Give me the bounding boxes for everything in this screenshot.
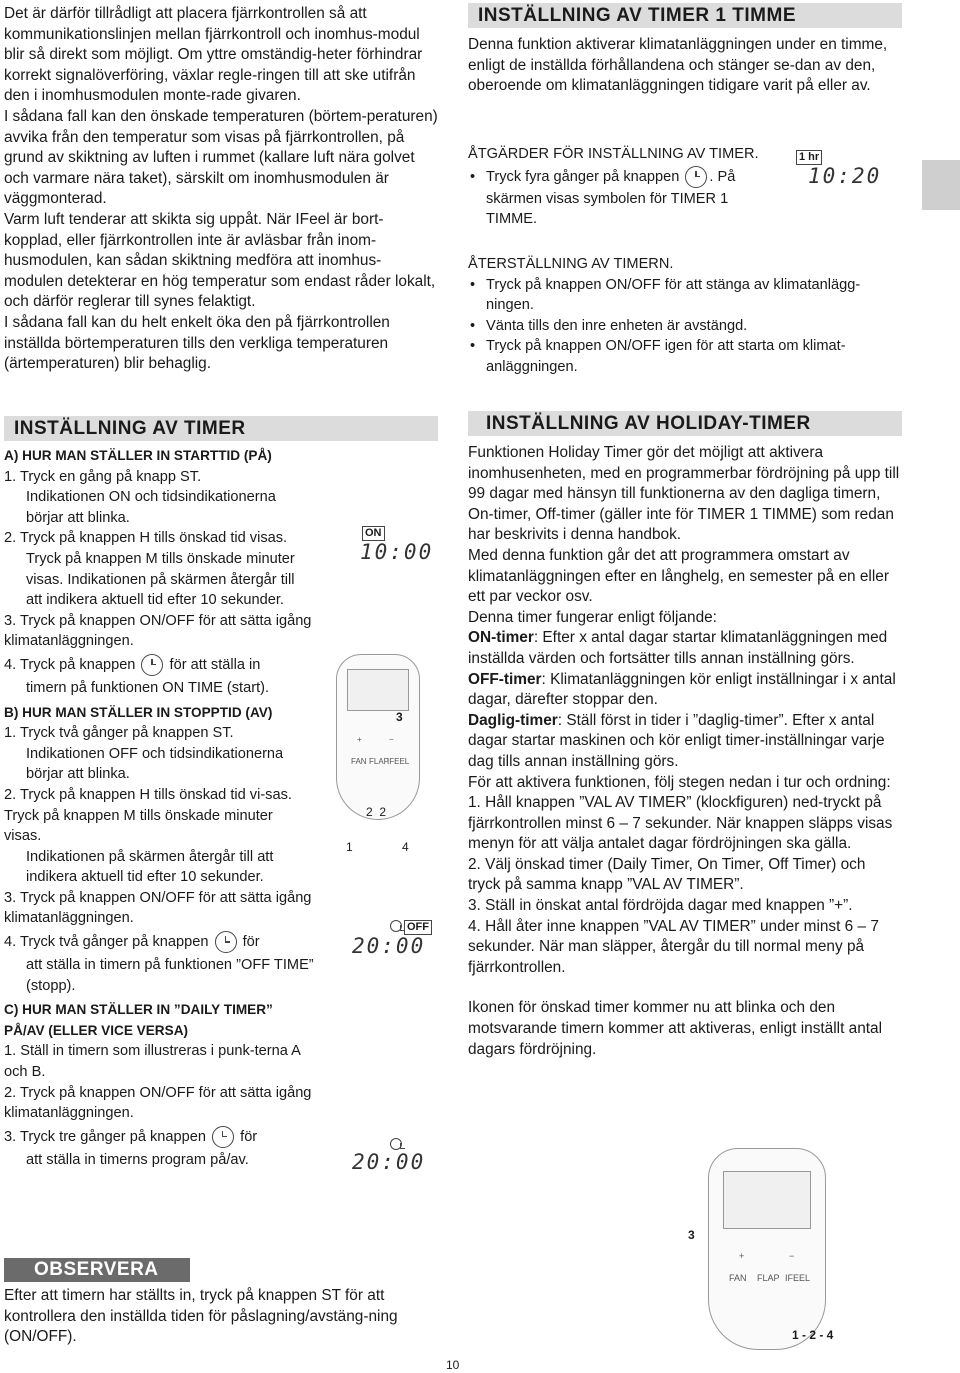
holiday-timer-heading: INSTÄLLNING AV HOLIDAY-TIMER [468,411,902,436]
step-b4-text-2: för [242,934,260,951]
page-number: 10 [446,1358,460,1372]
action-bullet-text: Tryck fyra gånger på knappen [486,168,680,185]
holiday-paragraph-1: Funktionen Holiday Timer gör det möjligt att aktivera inomhusenheten, med en programmerbar fördröjning på upp till 99 dagar med hänsyn till funktionerna av den dagliga timern, On-timer, Off-timer (gäller inte för TIMER 1 TIMME) som redan har beskrivits i denna handbok. [468,444,900,544]
action-bullet-detail: skärmen visas symbolen för TIMER 1 TIMME. [486,190,729,228]
section-a-heading: A) HUR MAN STÄLLER IN STARTTID (PÅ) [4,448,272,463]
flap-button-label: FLAP [369,757,390,766]
timer-clock-icon [215,931,237,953]
remote-screen [723,1171,811,1229]
action-bullet [468,165,768,189]
callout-2-2: 2 2 [366,805,387,819]
on-tag: ON [362,526,385,541]
reset-bullet-3: • Tryck på knappen ON/OFF igen för att starta om klimat-anläggningen. [468,336,908,377]
on-timer-display [348,522,434,566]
plus-button-label: + [357,735,362,744]
daily-timer-label: Daglig-timer [468,711,558,729]
timer-clock-icon [212,1126,234,1148]
holiday-step-4: 4. Håll åter inne knappen ”VAL AV TIMER” under minst 6 – 7 sekunder. När man släpper, återgår du till normal meny på fjärrkontrollen. [468,917,879,976]
step-c3 [4,1124,314,1150]
ifeel-button-label: IFEEL [387,757,410,766]
daily-time-digits: 20:00 [352,1150,426,1174]
on-timer-text: : Efter x antal dagar startar klimatanläggningen med inställda värden och fortsätter tills annan inställning görs. [468,629,888,667]
step-c3-detail: att ställa in timerns program på/av. [26,1151,249,1168]
step-b1-detail: Indikationen OFF och tidsindikationerna börjar att blinka. [26,745,284,783]
off-timer-desc [468,670,902,711]
remote-screen [347,669,409,711]
holiday-text [468,443,902,1060]
intro-text [4,4,440,375]
reset-heading: ÅTERSTÄLLNING AV TIMERN. [468,256,674,272]
remote-control-illustration-2 [708,1148,826,1350]
actions-heading: ÅTGÄRDER FÖR INSTÄLLNING AV TIMER. [468,146,759,162]
callout-3b: 3 [688,1228,695,1242]
onehr-time-digits: 10:20 [808,164,882,188]
step-b4-detail: att ställa in timern på funktionen ”OFF TIME” (stopp). [26,957,314,994]
timer-reset [468,254,908,378]
observera-text: Efter att timern har ställts in, tryck på knappen ST för att kontrollera den inställda tiden för påslagning/avstäng-ning (ON/OFF). [4,1287,398,1346]
minus-button-label: − [389,735,394,744]
step-a2: 2. Tryck på knappen H tills önskad tid visas. [4,530,288,547]
timer-1h-heading: INSTÄLLNING AV TIMER 1 TIMME [468,3,902,28]
intro-paragraph-2: I sådana fall kan den önskade temperaturen (börtem-peraturen) avvika från den temperatur som visas på fjärrkontrollen, på grund av skiktning av luften i rummet (kallare luft nära golvet och varmare nära taket), särskilt om inomhusmodulen är väggmonterad. [4,107,438,208]
section-c-heading: C) HUR MAN STÄLLER IN ”DAILY TIMER” PÅ/AV (ELLER VICE VERSA) [4,1002,273,1038]
callout-1: 1 [346,840,353,854]
timer-instructions [4,446,314,1170]
callout-3: 3 [396,710,403,724]
remote-control-illustration [336,654,420,820]
step-b4 [4,929,314,955]
timer-clock-icon [390,1138,402,1150]
step-a4-detail: timern på funktionen ON TIME (start). [26,679,270,696]
holiday-paragraph-4: För att aktivera funktionen, följ stegen nedan i tur och ordning: [468,773,891,791]
step-b1: 1. Tryck två gånger på knappen ST. [4,725,234,742]
step-a1: 1. Tryck en gång på knapp ST. [4,468,202,485]
fan-button-label: FAN [729,1273,747,1283]
step-a4-text-2: för att ställa in [169,656,261,673]
intro-paragraph-4: I sådana fall kan du helt enkelt öka den på fjärrkontrollen inställda börtemperaturen tills den verkliga temperaturen (ärtemperaturen) blir behaglig. [4,313,390,373]
onehr-tag: 1 hr [796,150,822,165]
timer-clock-icon [141,654,163,676]
step-b2: 2. Tryck på knappen H tills önskad tid vi-sas. Tryck på knappen M tills önskade minuter visas. [4,786,292,845]
flap-button-label: FLAP [757,1273,780,1283]
intro-paragraph-3: Varm luft tenderar att skikta sig uppåt. När IFeel är bort-kopplad, eller fjärrkontrollen inte är avläsbar från inom-husmodulen, kan sådan skiktning medföra att inomhus-modulen detekterar en hög temperatur som endast råder lokalt, och därför reglerar till synes felaktigt. [4,210,436,311]
step-a4-text: 4. Tryck på knappen [4,656,136,673]
daily-timer-display [348,1136,426,1176]
holiday-paragraph-5: Ikonen för önskad timer kommer nu att blinka och den motsvarande timern kommer att aktiveras, enligt inställt antal dagars fördröjning. [468,999,883,1058]
ifeel-button-label: IFEEL [785,1273,811,1283]
minus-button-label: − [789,1251,795,1261]
on-timer-label: ON-timer [468,629,534,647]
timer-1h-text: Denna funktion aktiverar klimatanläggningen under en timme, enligt de inställda förhållandena och stänger se-dan av den, oberoende om klimatanläggningen tidigare varit på eller av. [468,36,888,95]
step-c3-text-2: för [240,1128,258,1145]
on-timer-desc [468,628,902,669]
step-a3: 3. Tryck på knappen ON/OFF för att sätta igång klimatanläggningen. [4,612,312,650]
callout-1-2-4: 1 - 2 - 4 [792,1328,834,1342]
onehr-timer-display [794,148,880,196]
step-a2-detail: Tryck på knappen M tills önskade minuter visas. Indikationen på skärmen återgår till att indikera aktuell tid efter 10 sekunder. [26,550,295,609]
off-tag: OFF [404,920,432,935]
section-b-heading: B) HUR MAN STÄLLER IN STOPPTID (AV) [4,704,273,720]
daily-timer-desc [468,711,902,773]
step-a1-detail: Indikationen ON och tidsindikationerna börjar att blinka. [26,489,276,526]
step-a4 [4,652,314,678]
step-b2-detail: Indikationen på skärmen återgår till att indikera aktuell tid efter 10 sekunder. [26,848,274,886]
step-c3-text: 3. Tryck tre gånger på knappen [4,1128,207,1145]
holiday-step-2: 2. Välj önskad timer (Daily Timer, On Timer, Off Timer) och tryck på samma knapp ”VAL AV TIMER”. [468,855,866,894]
step-b3: 3. Tryck på knappen ON/OFF för att sätta igång klimatanläggningen. [4,889,312,927]
step-c1: 1. Ställ in timern som illustreras i punk-terna A och B. [4,1043,301,1081]
reset-bullet-1: • Tryck på knappen ON/OFF för att stänga av klimatanlägg-ningen. [468,275,908,316]
holiday-paragraph-2: Med denna funktion går det att programmera omstart av klimatanläggningen efter en långhelg, en semester på en eller ett par veckor osv. [468,546,889,606]
reset-bullet-2: • Vänta tills den inre enheten är avstängd. [468,316,908,337]
holiday-step-3: 3. Ställ in önskat antal fördröjda dagar med knappen ”+”. [468,897,853,915]
step-c2: 2. Tryck på knappen ON/OFF för att sätta igång klimatanläggningen. [4,1084,312,1122]
timer-1h-actions [468,144,768,230]
timer-clock-icon [685,166,707,188]
observera-heading: OBSERVERA [4,1258,190,1282]
fan-button-label: FAN [351,757,367,766]
holiday-step-1: 1. Håll knappen ”VAL AV TIMER” (klockfiguren) ned-tryckt på fjärrkontrollen minst 6 – 7 sekunder. När knappen släpps visas menyn för att välja antalet dagar fördröjningen ska gälla. [468,794,893,853]
step-b4-text: 4. Tryck två gånger på knappen [4,934,209,951]
holiday-paragraph-3: Denna timer fungerar enligt följande: [468,608,717,626]
off-time-digits: 20:00 [352,934,426,958]
plus-button-label: + [739,1251,745,1261]
intro-paragraph-1: Det är därför tillrådligt att placera fjärrkontrollen så att kommunikationslinjen mellan fjärrkontroll och inomhus-modul blir så direkt som möjligt. Om yttre omständig-heter förhindrar korrekt signalöverföring, växlar regle-ringen till att ske utifrån den i inomhusmodulen monte-rade givaren. [4,5,423,105]
page-side-tab [922,160,960,210]
action-bullet-text-2: . På [709,168,736,185]
off-timer-label: OFF-timer [468,670,542,688]
callout-4: 4 [402,840,409,854]
off-timer-text: : Klimatanläggningen kör enligt inställningar i x antal dagar, därefter stoppar den. [468,670,896,709]
daily-timer-text: : Ställ först in tider i ”daglig-timer”. Efter x antal dagar startar maskinen och kör enligt timer-inställningar varje dag tills annan inställning görs. [468,711,885,770]
timer-heading: INSTÄLLNING AV TIMER [4,416,438,441]
timer-clock-icon [390,920,402,932]
off-timer-display [348,916,432,960]
on-time-digits: 10:00 [360,540,434,564]
